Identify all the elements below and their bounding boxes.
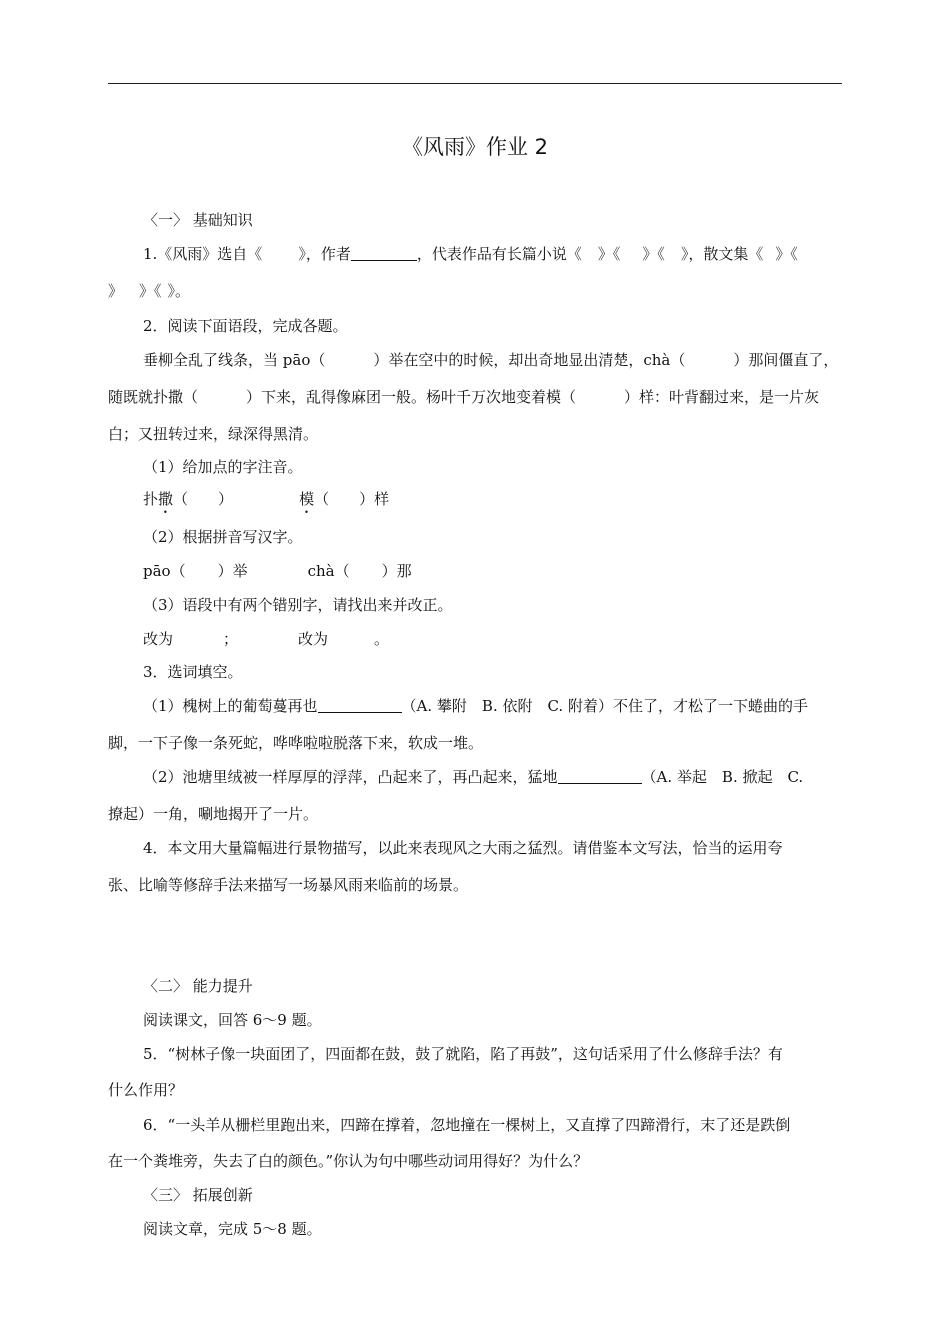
question-2-stem: 2．阅读下面语段，完成各题。 — [143, 317, 348, 335]
section-2-intro: 阅读课文，回答 6～9 题。 — [143, 1011, 322, 1029]
section-heading-ability: 〈二〉 能力提升 — [143, 977, 253, 995]
passage-line3: 白；又扭转过来，绿深得黑清。 — [108, 425, 319, 443]
question-4-line1: 4．本文用大量篇幅进行景物描写，以此来表现风之大雨之猛烈。请借鉴本文写法，恰当的运用夸 — [143, 839, 783, 857]
question-4-line2: 张、比喻等修辞手法来描写一场暴风雨来临前的场景。 — [108, 876, 469, 894]
question-3-stem: 3．选词填空。 — [143, 663, 243, 681]
subquestion-1-answers: 扑撒（ ） 模（ ）样 — [143, 490, 390, 508]
question-1-line1: 1.《风雨》选自《 》，作者 ，代表作品有长篇小说《 》《 》《 》，散文集《 》《 — [143, 245, 798, 263]
question-6-line2: 在一个粪堆旁，失去了白的颜色。”你认为句中哪些动词用得好？为什么？ — [108, 1152, 589, 1170]
section-3-intro: 阅读文章，完成 5～8 题。 — [143, 1220, 322, 1238]
header-rule — [108, 83, 842, 84]
question-3-item1-line1: （1）槐树上的葡萄蔓再也 （A. 攀附 B. 依附 C. 附着）不住了，才松了一下蜷曲的手 — [143, 697, 808, 715]
subquestion-2-answers: pāo（ ）举 chà（ ）那 — [143, 562, 412, 580]
question-6-line1: 6．“一头羊从栅栏里跑出来，四蹄在撑着，忽地撞在一棵树上，又直撑了四蹄滑行，末了还是跌倒 — [143, 1116, 791, 1134]
passage-line1: 垂柳全乱了线条，当 pāo（ ）举在空中的时候，却出奇地显出清楚，chà（ ）那间僵直了， — [143, 351, 839, 369]
subquestion-3-answers: 改为 ； 改为 。 — [143, 630, 390, 648]
question-5-line2: 什么作用？ — [108, 1081, 184, 1099]
question-3-item2-line1: （2）池塘里绒被一样厚厚的浮萍，凸起来了，再凸起来，猛地 （A. 举起 B. 掀起 C. — [143, 768, 804, 786]
section-heading-basic: 〈一〉 基础知识 — [143, 211, 253, 229]
question-1-line2: 》 》《 》。 — [108, 282, 191, 300]
subquestion-1: （1）给加点的字注音。 — [143, 458, 303, 476]
subquestion-2: （2）根据拼音写汉字。 — [143, 528, 303, 546]
question-3-item1-line2: 脚，一下子像一条死蛇，哗哗啦啦脱落下来，软成一堆。 — [108, 734, 484, 752]
question-5-line1: 5．“树林子像一块面团了，四面都在鼓，鼓了就陷，陷了再鼓”，这句话采用了什么修辞手法？有 — [143, 1045, 783, 1063]
passage-line2: 随既就扑撒（ ）下来，乱得像麻团一般。杨叶千万次地变着模（ ）样：叶背翻过来，是一片灰 — [108, 388, 820, 406]
page-title: 《风雨》作业 2 — [401, 135, 549, 159]
subquestion-3: （3）语段中有两个错别字，请找出来并改正。 — [143, 596, 453, 614]
section-heading-extension: 〈三〉 拓展创新 — [143, 1186, 253, 1204]
question-3-item2-line2: 撩起）一角，唰地揭开了一片。 — [108, 805, 319, 823]
